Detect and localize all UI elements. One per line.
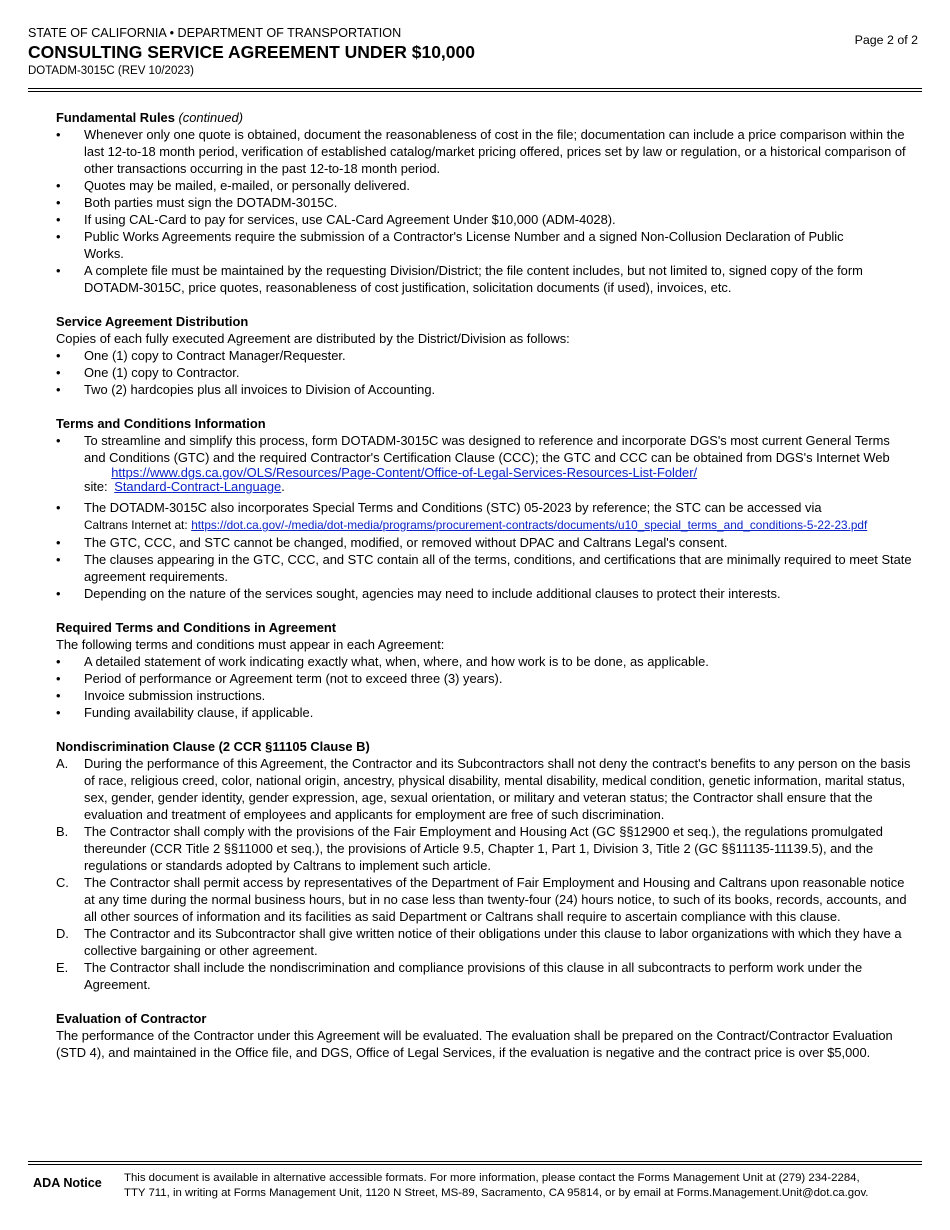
list-item: • Whenever only one quote is obtained, document the reasonableness of cost in the file; documentation can include a price comparison within the last 12-to-18 month period, verification of established catalog/market pricing offered, prices set by law or regulation, or a historical comparison of other transactions occurring in the past 12-to-18 month period. [56, 127, 906, 176]
lettered-list [56, 755, 914, 993]
bullet-list [56, 432, 914, 602]
section-title: Evaluation of Contractor [56, 1011, 207, 1026]
section-intro: Copies of each fully executed Agreement are distributed by the District/Division as follows: [56, 331, 570, 346]
form-number: DOTADM-3015C (REV 10/2023) [28, 65, 194, 77]
section-required-terms [56, 619, 914, 721]
list-item: • A complete file must be maintained by the requesting Division/District; the file content includes, but not limited to, signed copy of the form DOTADM-3015C, price quotes, reasonableness of cost justification, solicitation documents (if used), invoices, etc. [56, 263, 863, 295]
list-item: • Invoice submission instructions. [56, 688, 266, 703]
section-title: Fundamental Rules (continued) [56, 110, 243, 125]
form-title: CONSULTING SERVICE AGREEMENT UNDER $10,000 [28, 42, 475, 62]
ada-label: ADA Notice [33, 1176, 102, 1190]
section-terms-info [56, 415, 914, 602]
bullet-list [56, 653, 914, 721]
ada-text: This document is available in alternative accessible formats. For more information, please contact the Forms Management Unit at (279) 234-2284, TTY 711, in writing at Forms Management Unit, 1120 N Street, MS-89, Sacramento, CA 95814, or by email at Forms.Management.Unit@dot.ca.gov. [124, 1172, 869, 1199]
bullet-list [56, 126, 914, 296]
section-intro: The following terms and conditions must appear in each Agreement: [56, 637, 445, 652]
footer-divider [28, 1161, 922, 1165]
header-divider [28, 88, 922, 92]
dgs-contract-language-link[interactable]: https://www.dgs.ca.gov/OLS/Resources/Page-Content/Office-of-Legal-Services-Resources-List-Folder/ [111, 465, 698, 480]
list-item: • Two (2) hardcopies plus all invoices to Division of Accounting. [56, 382, 436, 397]
section-evaluation [56, 1010, 914, 1061]
list-item: E. The Contractor shall include the nondiscrimination and compliance provisions of this clause in all subcontracts to perform work under the Agreement. [56, 960, 863, 992]
list-item: • To streamline and simplify this process, form DOTADM-3015C was designed to reference and incorporate DGS's most current General Terms and Conditions (GTC) and the required Contractor's Certification Clause (CCC); the GTC and CCC can be obtained from DGS's Internet Web site: https://www.dgs.ca.gov/OLS/Resources/Page-Content/Office-of-Legal-Services-Resources-List-Folder/ Standard-Contract-Language. [56, 433, 890, 494]
list-item: • A detailed statement of work indicating exactly what, when, where, and how work is to be done, as applicable. [56, 654, 709, 669]
section-text: The performance of the Contractor under this Agreement will be evaluated. The evaluation shall be prepared on the Contract/Contractor Evaluation (STD 4), and maintained in the Office file, and DGS, Office of Legal Services, if the evaluation is negative and the contract price is over $5,000. [56, 1028, 893, 1060]
section-title: Terms and Conditions Information [56, 416, 266, 431]
list-item: • Both parties must sign the DOTADM-3015C. [56, 195, 338, 210]
list-item: • One (1) copy to Contract Manager/Requester. [56, 348, 346, 363]
caltrans-stc-link[interactable]: https://dot.ca.gov/-/media/dot-media/programs/procurement-contracts/documents/u10_special_terms_and_conditions-5-22-23.pdf [191, 518, 868, 532]
list-item: • If using CAL-Card to pay for services, use CAL-Card Agreement Under $10,000 (ADM-4028). [56, 212, 616, 227]
dgs-contract-language-link-cont[interactable]: Standard-Contract-Language [114, 479, 282, 494]
agency-line: STATE OF CALIFORNIA • DEPARTMENT OF TRANSPORTATION [28, 26, 402, 40]
bullet-list [56, 347, 914, 398]
list-item: B. The Contractor shall comply with the provisions of the Fair Employment and Housing Act (GC §§12900 et seq.), the regulations promulgated thereunder (CCR Title 2 §§11000 et seq.), the provisions of Article 9.5, Chapter 1, Part 1, Division 3, Title 2 (GC §§11135-11139.5), and the regulations or standards adopted by Caltrans to implement such article. [56, 824, 883, 873]
section-title: Service Agreement Distribution [56, 314, 249, 329]
section-title: Required Terms and Conditions in Agreement [56, 620, 337, 635]
list-item: • The GTC, CCC, and STC cannot be changed, modified, or removed without DPAC and Caltrans Legal's consent. [56, 535, 728, 550]
list-item: • The DOTADM-3015C also incorporates Special Terms and Conditions (STC) 05-2023 by reference; the STC can be accessed via Caltrans Internet at: https://dot.ca.gov/-/media/dot-media/programs/procurement-contracts/documents/u10_special_terms_and_conditions-5-22-23.pdf [56, 500, 868, 532]
page-number: Page 2 of 2 [854, 33, 918, 47]
list-item: C. The Contractor shall permit access by representatives of the Department of Fair Employment and Housing and Caltrans upon reasonable notice at any time during the normal business hours, but in no case less than twenty-four (24) hours notice, to such of its books, records, accounts, and all other sources of information and its facilities as said Department or Caltrans shall require to ascertain compliance with this clause. [56, 875, 907, 924]
document-body [56, 109, 914, 1078]
section-fundamental-rules [56, 109, 914, 296]
section-distribution [56, 313, 914, 398]
list-item: • Period of performance or Agreement term (not to exceed three (3) years). [56, 671, 503, 686]
list-item: • One (1) copy to Contractor. [56, 365, 240, 380]
list-item: • Funding availability clause, if applicable. [56, 705, 314, 720]
list-item: • Public Works Agreements require the submission of a Contractor's License Number and a signed Non-Collusion Declaration of Public Works. [56, 229, 844, 261]
list-item: D. The Contractor and its Subcontractor shall give written notice of their obligations under this clause to labor organizations with which they have a collective bargaining or other agreement. [56, 926, 902, 958]
list-item: A. During the performance of this Agreement, the Contractor and its Subcontractors shall not deny the contract's benefits to any person on the basis of race, religious creed, color, national origin, ancestry, physical disability, mental disability, medical condition, genetic information, marital status, sex, gender, gender identity, gender expression, age, sexual orientation, or military and veteran status; the Contractor shall ensure that the evaluation and treatment of employees and applicants for employment are free of such discrimination. [56, 756, 911, 822]
list-item: • Quotes may be mailed, e-mailed, or personally delivered. [56, 178, 411, 193]
list-item: • Depending on the nature of the services sought, agencies may need to include additional clauses to protect their interests. [56, 586, 781, 601]
page-header [28, 26, 922, 79]
section-nondiscrimination [56, 738, 914, 993]
section-title: Nondiscrimination Clause (2 CCR §11105 Clause B) [56, 739, 370, 754]
list-item: • The clauses appearing in the GTC, CCC, and STC contain all of the terms, conditions, and certifications that are minimally required to meet State agreement requirements. [56, 552, 912, 584]
ada-notice [28, 1167, 922, 1207]
